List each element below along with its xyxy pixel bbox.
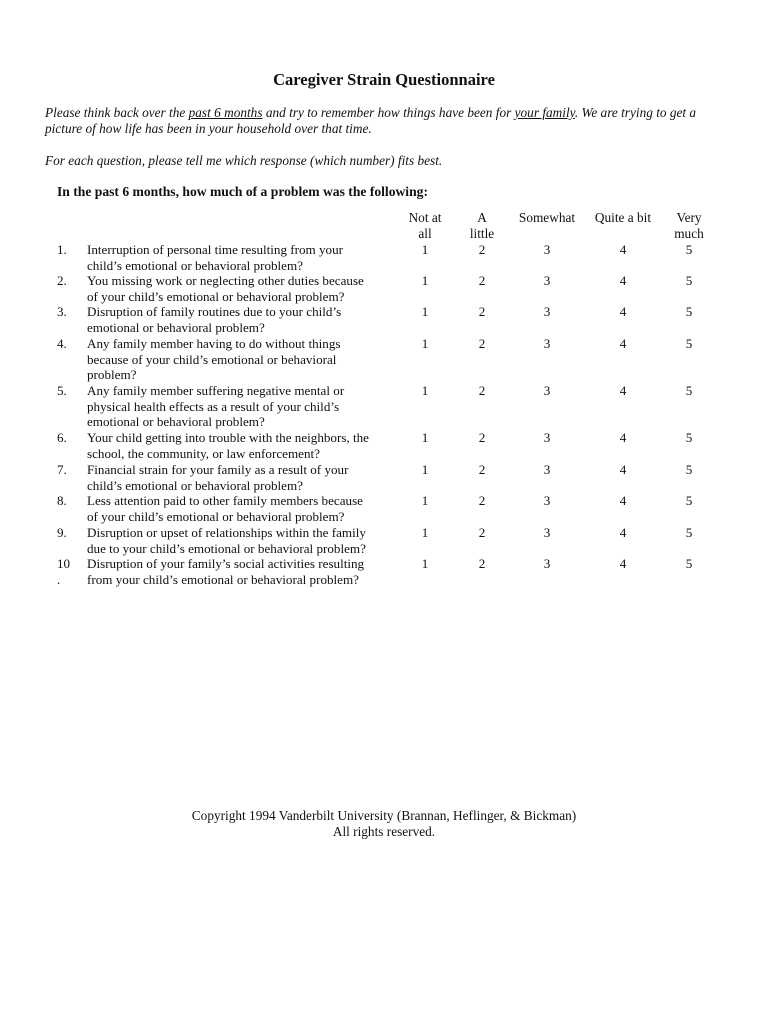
- column-header-a-little: A little: [469, 210, 495, 241]
- response-1[interactable]: 1: [421, 273, 429, 288]
- response-5[interactable]: 5: [685, 430, 693, 445]
- response-4[interactable]: 4: [619, 304, 627, 319]
- response-5[interactable]: 5: [685, 493, 693, 508]
- response-1[interactable]: 1: [421, 242, 429, 257]
- item-text: Disruption of family routines due to your child’s emotional or behavioral problem?: [87, 304, 342, 335]
- question-prompt: In the past 6 months, how much of a problem was the following:: [57, 184, 428, 199]
- column-header-very-much: Very much: [674, 210, 704, 241]
- intro-text-b: and try to remember how things have been for: [262, 105, 515, 120]
- item-number: 3.: [57, 304, 67, 319]
- item-number: 1.: [57, 242, 67, 257]
- response-3[interactable]: 3: [543, 525, 551, 540]
- response-3[interactable]: 3: [543, 493, 551, 508]
- response-2[interactable]: 2: [478, 242, 486, 257]
- response-4[interactable]: 4: [619, 556, 627, 571]
- response-1[interactable]: 1: [421, 336, 429, 351]
- response-5[interactable]: 5: [685, 273, 693, 288]
- response-3[interactable]: 3: [543, 304, 551, 319]
- item-text: Interruption of personal time resulting from your child’s emotional or behavioral problem?: [87, 242, 343, 273]
- response-4[interactable]: 4: [619, 430, 627, 445]
- item-number: 2.: [57, 273, 67, 288]
- item-text: You missing work or neglecting other duties because of your child’s emotional or behavioral problem?: [87, 273, 364, 304]
- item-number: 6.: [57, 430, 67, 445]
- copyright-notice: [0, 808, 768, 840]
- response-1[interactable]: 1: [421, 383, 429, 398]
- item-text: Any family member suffering negative mental or physical health effects as a result of your child’s emotional or behavioral problem?: [87, 383, 345, 430]
- item-number: 5.: [57, 383, 67, 398]
- response-5[interactable]: 5: [685, 336, 693, 351]
- response-2[interactable]: 2: [478, 336, 486, 351]
- copyright-line: Copyright 1994 Vanderbilt University (Brannan, Heflinger, & Bickman): [191, 808, 577, 823]
- intro-text-c: . We are trying to get a picture of how life has been in your household over that time.: [45, 105, 697, 136]
- response-4[interactable]: 4: [619, 493, 627, 508]
- response-2[interactable]: 2: [478, 493, 486, 508]
- response-4[interactable]: 4: [619, 336, 627, 351]
- intro-text-a: Please think back over the: [45, 105, 189, 120]
- response-1[interactable]: 1: [421, 525, 429, 540]
- response-5[interactable]: 5: [685, 383, 693, 398]
- item-number: 7.: [57, 462, 67, 477]
- response-1[interactable]: 1: [421, 556, 429, 571]
- response-5[interactable]: 5: [685, 525, 693, 540]
- item-number: 8.: [57, 493, 67, 508]
- page-title: Caregiver Strain Questionnaire: [273, 70, 495, 89]
- response-2[interactable]: 2: [478, 556, 486, 571]
- response-3[interactable]: 3: [543, 273, 551, 288]
- response-4[interactable]: 4: [619, 273, 627, 288]
- response-2[interactable]: 2: [478, 383, 486, 398]
- intro-text-underline-family: your family: [514, 105, 575, 120]
- response-3[interactable]: 3: [543, 383, 551, 398]
- column-header-not-at-all: Not at all: [408, 210, 442, 241]
- response-3[interactable]: 3: [543, 462, 551, 477]
- response-1[interactable]: 1: [421, 493, 429, 508]
- column-header-somewhat: Somewhat: [518, 210, 576, 225]
- response-3[interactable]: 3: [543, 430, 551, 445]
- response-4[interactable]: 4: [619, 525, 627, 540]
- response-4[interactable]: 4: [619, 462, 627, 477]
- response-3[interactable]: 3: [543, 242, 551, 257]
- response-4[interactable]: 4: [619, 383, 627, 398]
- response-3[interactable]: 3: [543, 556, 551, 571]
- item-text: Less attention paid to other family members because of your child’s emotional or behavioral problem?: [87, 493, 363, 524]
- item-number: 10 .: [57, 556, 71, 587]
- response-5[interactable]: 5: [685, 462, 693, 477]
- response-5[interactable]: 5: [685, 242, 693, 257]
- item-number: 4.: [57, 336, 67, 351]
- item-text: Your child getting into trouble with the neighbors, the school, the community, or law enforcement?: [87, 430, 369, 461]
- response-1[interactable]: 1: [421, 304, 429, 319]
- instruction-paragraph: For each question, please tell me which response (which number) fits best.: [45, 153, 443, 168]
- response-2[interactable]: 2: [478, 430, 486, 445]
- item-text: Disruption or upset of relationships within the family due to your child’s emotional or behavioral problem?: [87, 525, 366, 556]
- column-header-quite-a-bit: Quite a bit: [594, 210, 652, 225]
- response-4[interactable]: 4: [619, 242, 627, 257]
- response-2[interactable]: 2: [478, 273, 486, 288]
- response-2[interactable]: 2: [478, 304, 486, 319]
- item-text: Financial strain for your family as a result of your child’s emotional or behavioral problem?: [87, 462, 349, 493]
- item-text: Disruption of your family’s social activities resulting from your child’s emotional or behavioral problem?: [87, 556, 365, 587]
- response-1[interactable]: 1: [421, 430, 429, 445]
- item-text: Any family member having to do without things because of your child’s emotional or behavioral problem?: [87, 336, 341, 383]
- response-2[interactable]: 2: [478, 462, 486, 477]
- rights-line: All rights reserved.: [332, 824, 436, 839]
- intro-paragraph: [45, 105, 735, 137]
- response-3[interactable]: 3: [543, 336, 551, 351]
- response-5[interactable]: 5: [685, 304, 693, 319]
- response-1[interactable]: 1: [421, 462, 429, 477]
- item-number: 9.: [57, 525, 67, 540]
- intro-text-underline-months: past 6 months: [188, 105, 263, 120]
- response-2[interactable]: 2: [478, 525, 486, 540]
- response-5[interactable]: 5: [685, 556, 693, 571]
